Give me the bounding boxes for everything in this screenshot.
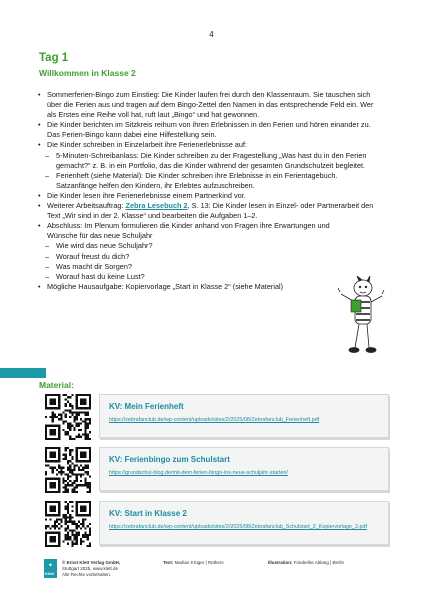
zebra-lesebuch-link[interactable]: Zebra Lesebuch 2 (125, 201, 188, 211)
material-title: KV: Mein Ferienheft (109, 402, 184, 411)
activity-list (38, 90, 378, 292)
material-card (99, 447, 389, 491)
material-url-link[interactable]: https://zebrafanclub.de/wp-content/uploads/sites/2/2025/08/Zebrafanclub_Ferienheft.pdf (109, 417, 320, 423)
klett-logo: ✦ Klett (44, 559, 57, 578)
material-card (99, 501, 389, 545)
material-accent-bar (0, 368, 46, 378)
subbullet-schreibanlass: – 5-Minuten-Schreibanlass: Die Kinder schreiben zu der Fragestellung „Was hast du in den Ferien gemacht?“ z. B. in ein Portfolio, das die Kinder während der gesamten Grundschulzeit begleitet. (38, 151, 378, 171)
bullet-bingo: • Sommerferien-Bingo zum Einstieg: Die Kinder laufen frei durch den Klassenraum. Sie tauschen sich über die Ferien aus und tragen auf dem Bingo-Zettel den Namen in das entsprechende Feld ein. Wer als Erstes eine Reihe voll hat, ruft laut „Bingo“ und hat gewonnen. (38, 90, 378, 120)
bullet-partnerkind: • Die Kinder lesen ihre Ferienerlebnisse einem Partnerkind vor. (38, 191, 378, 201)
day-title: Tag 1 (39, 52, 69, 64)
bullet-abschluss: • Abschluss: Im Plenum formulieren die Kinder anhand von Fragen ihre Erwartungen und Wünsche für das neue Schuljahr (38, 221, 337, 241)
material-url-link[interactable]: https://zebrafanclub.de/wp-content/uploads/sites/2/2025/08/Zebrafanclub_Schulstart_2_Kopiervorlage_2.pdf (109, 524, 368, 530)
zebra-illustration (335, 276, 385, 358)
footer-text-credit: Text: Marlian Krüger | Rüthers (163, 560, 224, 565)
section-subtitle: Willkommen in Klasse 2 (39, 68, 136, 78)
arbeitsauftrag-prefix: Weiterer Arbeitsauftrag: (47, 201, 126, 211)
bullet-hausaufgabe: • Mögliche Hausaufgabe: Kopiervorlage „Start in Klasse 2“ (siehe Material) (38, 282, 378, 292)
material-url-link[interactable]: https://grundschul-blog.de/mit-dem-ferien-bingo-ins-neue-schuljahr-starten/ (109, 470, 288, 476)
question-item: – Wie wird das neue Schuljahr? (38, 241, 378, 251)
material-title: KV: Ferienbingo zum Schulstart (109, 455, 230, 464)
footer-publisher: © Ernst Klett Verlag GmbH, Stuttgart 2025, www.klett.de Alle Rechte vorbehalten. (62, 560, 121, 577)
qr-code-icon[interactable] (45, 394, 91, 440)
qr-code-icon[interactable] (45, 447, 91, 493)
question-item: – Was macht dir Sorgen? (38, 262, 378, 272)
subbullet-ferienheft: – Ferienheft (siehe Material): Die Kinder schreiben ihre Erlebnisse in ein Ferientagebuch. Satzanfänge helfen den Kindern, ihr Erlebtes aufzuschreiben. (38, 171, 378, 191)
question-item: – Worauf freust du dich? (38, 252, 378, 262)
material-item-start-klasse-2 (45, 499, 390, 549)
material-item-ferienheft (45, 392, 390, 442)
material-label: Material: (39, 380, 74, 390)
question-item: – Worauf hast du keine Lust? (38, 272, 378, 282)
material-card (99, 394, 389, 438)
footer-illustration-credit: Illustration: Friederike Ablang | Berlin (268, 560, 344, 565)
bullet-sitzkreis: • Die Kinder berichten im Sitzkreis reihum von ihren Erlebnissen in den Ferien und hören einander zu. Das Ferien-Bingo kann dabei eine Hilfestellung sein. (38, 120, 378, 140)
bullet-einzelarbeit: • Die Kinder schreiben in Einzelarbeit ihre Ferienerlebnisse auf: (38, 140, 378, 150)
page-number: 4 (209, 30, 214, 39)
material-item-ferienbingo (45, 445, 390, 495)
arbeitsauftrag-suffix: , S. 13: Die Kinder lesen in Einzel- oder Partnerarbeit den Text „Wir sind in der 2. Klasse“ und bearbeiten die Aufgaben 1–2. (47, 201, 374, 221)
qr-code-icon[interactable] (45, 501, 91, 547)
material-title: KV: Start in Klasse 2 (109, 509, 187, 518)
bullet-arbeitsauftrag (38, 201, 378, 221)
